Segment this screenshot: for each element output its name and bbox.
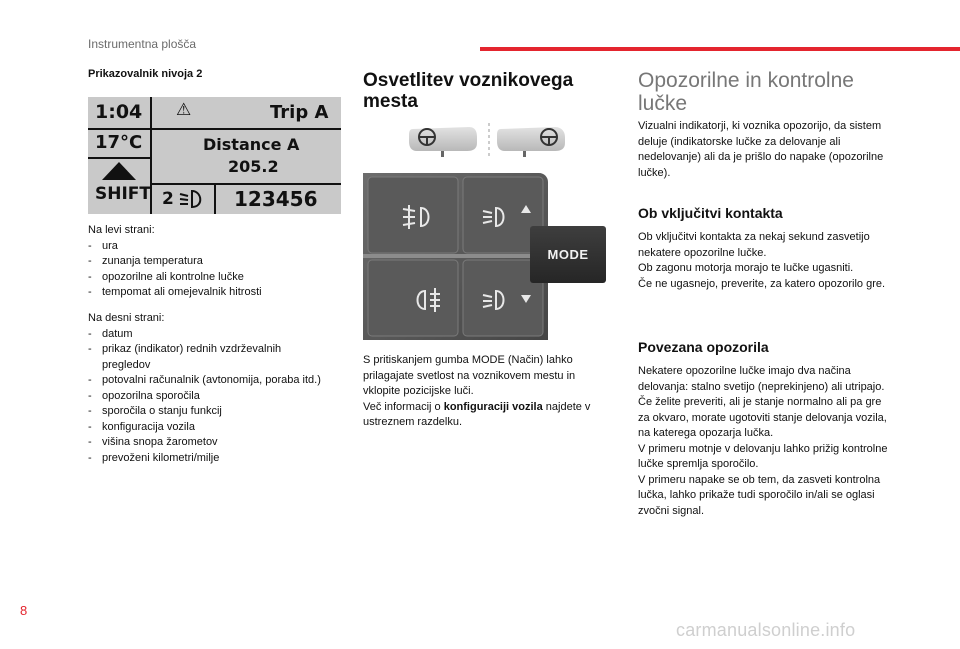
list-item: - opozorilne ali kontrolne lučke xyxy=(88,270,338,286)
left-side-intro: Na levi strani: xyxy=(88,224,155,236)
section-title: Instrumentna plošča xyxy=(88,37,197,51)
right-side-list xyxy=(88,327,328,467)
lcd-divider xyxy=(88,157,150,159)
lighting-switch-panel xyxy=(363,173,548,340)
related-warnings-subheading: Povezana opozorila xyxy=(638,339,769,355)
list-item: - opozorilna sporočila xyxy=(88,389,328,405)
lighting-paragraph: S pritiskanjem gumba MODE (Način) lahko prilagajate svetlost na voznikovem mestu in vklopite pozicijske luči. xyxy=(363,354,576,397)
list-item: - višina snopa žarometov xyxy=(88,435,328,451)
list-item: - potovalni računalnik (avtonomija, poraba itd.) xyxy=(88,373,328,389)
lhd-rhd-steering-icons xyxy=(405,121,570,161)
lcd-gear: 2 xyxy=(162,189,174,209)
shift-arrow-icon xyxy=(101,161,137,181)
list-item: - prikaz (indikator) rednih vzdrževalnih pregledov xyxy=(88,342,328,373)
lcd-odometer: 123456 xyxy=(234,187,318,211)
ignition-paragraph: Ob zagonu motorja morajo te lučke ugasniti. xyxy=(638,262,854,274)
lcd-divider xyxy=(152,128,341,130)
list-item: - datum xyxy=(88,327,328,343)
lcd-distance-value: 205.2 xyxy=(228,157,279,176)
lcd-shift: SHIFT xyxy=(95,184,152,204)
lcd-divider xyxy=(88,128,150,130)
list-item: - sporočila o stanju funkcij xyxy=(88,404,328,420)
ignition-paragraph: Če ne ugasnejo, preverite, za katero opozorilo gre. xyxy=(638,277,886,290)
more-info-text: Več informacij o xyxy=(363,400,444,413)
more-info-link-text: konfiguraciji vozila xyxy=(443,400,543,413)
right-side-intro: Na desni strani: xyxy=(88,312,165,324)
display-heading: Prikazovalnik nivoja 2 xyxy=(88,68,203,80)
mode-button: MODE xyxy=(530,226,606,283)
warning-lights-heading: Opozorilne in kontrolne lučke xyxy=(638,69,854,115)
lighting-heading: Osvetlitev voznikovega mesta xyxy=(363,70,574,112)
page-number: 8 xyxy=(20,603,28,618)
lighting-more-info xyxy=(363,400,608,431)
related-warnings-text xyxy=(638,364,896,519)
related-warnings-paragraph: Če želite preveriti, ali je stanje normalno ali pa gre za okvaro, morate ugotoviti stanje delovanja vozila, na katerega opozarja lučka. xyxy=(638,396,887,439)
left-side-list-block xyxy=(88,223,338,301)
headlamp-icon xyxy=(178,189,206,209)
list-item: - tempomat ali omejevalnik hitrosti xyxy=(88,285,338,301)
lcd-divider xyxy=(214,185,216,214)
lcd-time: 1:04 xyxy=(95,101,143,123)
list-item: - prevoženi kilometri/milje xyxy=(88,451,328,467)
watermark: carmanualsonline.info xyxy=(676,620,856,640)
related-warnings-paragraph: V primeru motnje v delovanju lahko prižig kontrolne lučke spremlja sporočilo. xyxy=(638,442,888,470)
right-side-list-block xyxy=(88,311,328,466)
lcd-temperature: 17°C xyxy=(95,132,143,153)
warning-triangle-icon: ⚠ xyxy=(176,100,192,120)
ignition-subheading: Ob vključitvi kontakta xyxy=(638,205,783,221)
header-accent-bar xyxy=(480,47,960,51)
ignition-text xyxy=(638,230,893,292)
lighting-description xyxy=(363,353,608,431)
lcd-distance-label: Distance A xyxy=(203,135,300,154)
related-warnings-paragraph: Nekatere opozorilne lučke imajo dva načina delovanja: stalno svetijo (neprekinjeno) ali utripajo. xyxy=(638,365,885,393)
ignition-paragraph: Ob vključitvi kontakta za nekaj sekund zasvetijo nekatere opozorilne lučke. xyxy=(638,231,870,259)
warning-lights-intro: Vizualni indikatorji, ki voznika opozorijo, da sistem deluje (indikatorske lučke za delovanje ali nedelovanje) ali da je prišlo do napake (opozorilne lučke). xyxy=(638,120,884,179)
list-item: - konfiguracija vozila xyxy=(88,420,328,436)
more-info-text: najdete v ustreznem razdelku. xyxy=(363,400,591,428)
left-side-list xyxy=(88,239,338,301)
lcd-trip: Trip A xyxy=(270,102,329,123)
list-item: - ura xyxy=(88,239,338,255)
list-item: - zunanja temperatura xyxy=(88,254,338,270)
related-warnings-paragraph: V primeru napake se ob tem, da zasveti kontrolna lučka, lahko prikaže tudi sporočilo in/ali se oglasi zvočni signal. xyxy=(638,473,881,517)
instrument-display-illustration xyxy=(88,97,341,214)
lcd-divider xyxy=(152,183,341,185)
